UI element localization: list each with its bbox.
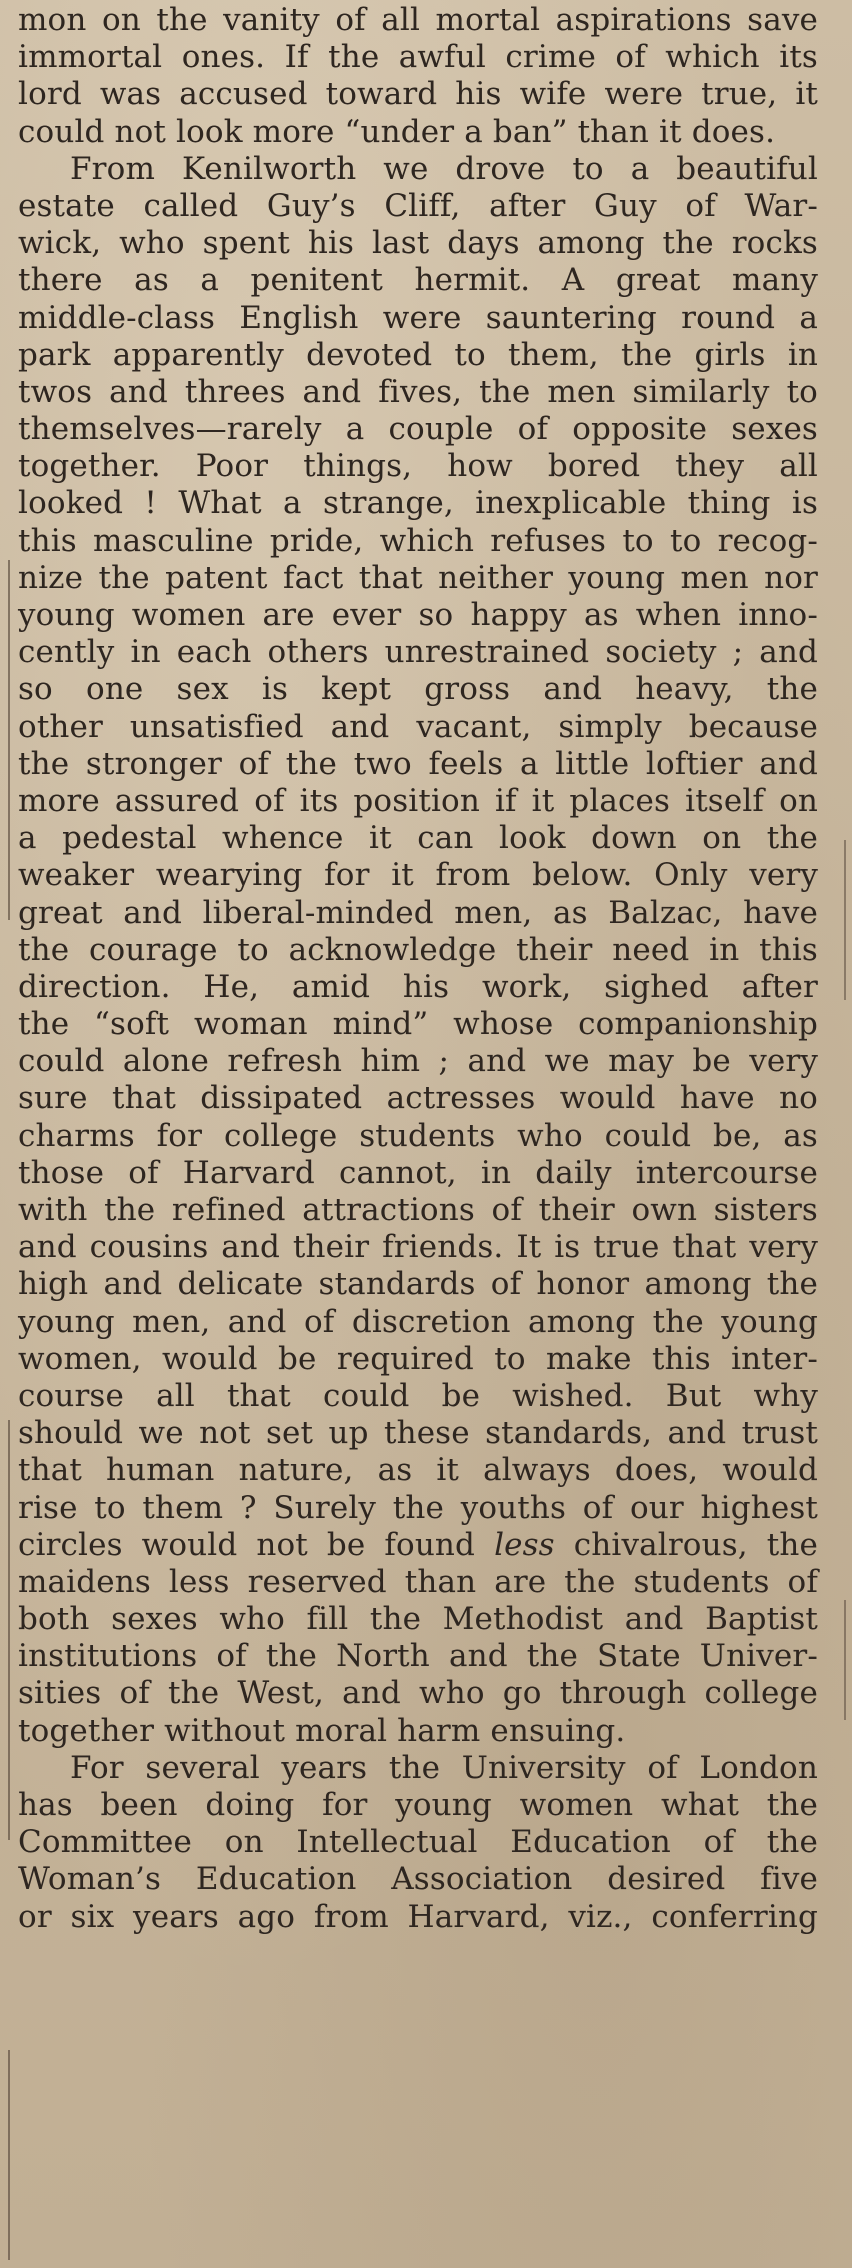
text-line: estate called Guy’s Cliff, after Guy of War- xyxy=(18,187,818,224)
text-line xyxy=(18,1527,818,1564)
text-line: Committee on Intellectual Education of the xyxy=(18,1824,818,1861)
column-rule-right xyxy=(844,840,846,1000)
text-line: wick, who spent his last days among the rocks xyxy=(18,225,818,262)
column-rule-left xyxy=(8,560,10,920)
text-line: twos and threes and fives, the men similarly to xyxy=(18,373,818,410)
text-line: sure that dissipated actresses would have no xyxy=(18,1080,818,1117)
text-line: together. Poor things, how bored they all xyxy=(18,448,818,485)
text-line: park apparently devoted to them, the girls in xyxy=(18,336,818,373)
text-line: lord was accused toward his wife were true, it xyxy=(18,76,818,113)
text-line: themselves—rarely a couple of opposite sexes xyxy=(18,411,818,448)
text-line: that human nature, as it always does, would xyxy=(18,1452,818,1489)
column-rule-left xyxy=(8,2050,10,2260)
text-line: young women are ever so happy as when inno- xyxy=(18,597,818,633)
text-line: direction. He, amid his work, sighed after xyxy=(18,968,818,1005)
text-line: or six years ago from Harvard, viz., conferring xyxy=(18,1898,818,1935)
text-line: course all that could be wished. But why xyxy=(18,1377,818,1414)
text-line: with the refined attractions of their own sisters xyxy=(18,1192,818,1228)
text-line: could not look more “under a ban” than it does. xyxy=(18,113,776,150)
text-line: the stronger of the two feels a little loftier and xyxy=(18,745,818,782)
text-line: Woman’s Education Association desired five xyxy=(18,1861,818,1898)
text-line: great and liberal-minded men, as Balzac, have xyxy=(18,894,818,931)
text-line: a pedestal whence it can look down on the xyxy=(18,820,818,857)
text-line: the courage to acknowledge their need in this xyxy=(18,931,818,968)
text-line: and cousins and their friends. It is true that very xyxy=(18,1229,818,1266)
text-fragment: circles would not be found xyxy=(18,1526,476,1563)
text-line: young men, and of discretion among the young xyxy=(18,1303,818,1340)
text-line: together without moral harm ensuing. xyxy=(18,1712,626,1749)
emphasized-word: less xyxy=(494,1526,555,1563)
text-line: institutions of the North and the State Univer- xyxy=(18,1638,818,1675)
text-line: has been doing for young women what the xyxy=(18,1787,818,1823)
text-line: weaker wearying for it from below. Only very xyxy=(18,857,818,894)
text-line: so one sex is kept gross and heavy, the xyxy=(18,671,818,708)
text-line: cently in each others unrestrained society ; and xyxy=(18,634,818,671)
text-line: those of Harvard cannot, in daily intercourse xyxy=(18,1154,818,1191)
text-line: rise to them ? Surely the youths of our highest xyxy=(18,1489,818,1526)
text-line: From Kenilworth we drove to a beautiful xyxy=(70,150,818,187)
text-line: looked ! What a strange, inexplicable thing is xyxy=(18,485,818,522)
text-line: could alone refresh him ; and we may be very xyxy=(18,1043,818,1080)
text-line: women, would be required to make this inter- xyxy=(18,1340,818,1377)
text-line: immortal ones. If the awful crime of which its xyxy=(18,39,818,76)
article-column xyxy=(18,2,818,1936)
text-fragment: chivalrous, the xyxy=(573,1526,818,1563)
text-line: middle-class English were sauntering round a xyxy=(18,299,818,336)
column-rule-left xyxy=(8,1420,10,1840)
text-line: charms for college students who could be, as xyxy=(18,1117,818,1154)
text-line: both sexes who fill the Methodist and Baptist xyxy=(18,1601,818,1638)
text-line: maidens less reserved than are the students of xyxy=(18,1563,818,1600)
text-line: this masculine pride, which refuses to to recog- xyxy=(18,522,818,559)
text-line: the “soft woman mind” whose companionship xyxy=(18,1006,818,1043)
text-line: other unsatisfied and vacant, simply because xyxy=(18,708,818,745)
text-line: For several years the University of London xyxy=(70,1749,818,1786)
text-line: there as a penitent hermit. A great many xyxy=(18,262,818,299)
text-line: sities of the West, and who go through college xyxy=(18,1675,818,1712)
column-rule-right xyxy=(844,1600,846,1720)
text-line: nize the patent fact that neither young men nor xyxy=(18,559,818,596)
text-line: should we not set up these standards, and trust xyxy=(18,1415,818,1452)
text-line: mon on the vanity of all mortal aspirations save xyxy=(18,2,818,38)
text-line: high and delicate standards of honor among the xyxy=(18,1266,818,1303)
text-line: more assured of its position if it places itself on xyxy=(18,782,818,819)
